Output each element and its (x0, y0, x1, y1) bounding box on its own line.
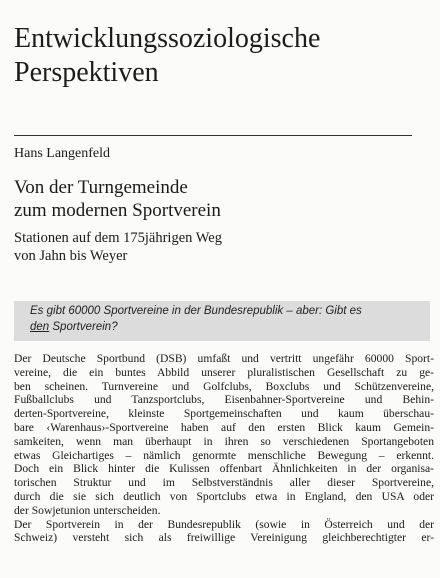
callout-text (30, 303, 425, 335)
body-line: Doch ein Blick hinter die Kulissen offenbart Ähnlichkeiten in der organisa- (14, 462, 434, 476)
author-name: Hans Langenfeld (14, 146, 111, 161)
body-line: ben scheinen. Turnvereine und Golfclubs, Boxclubs und Schützenvereine, (14, 379, 434, 393)
callout-box (14, 301, 430, 341)
body-text (14, 352, 434, 545)
divider (14, 135, 412, 136)
body-line: Der Deutsche Sportbund (DSB) umfaßt und vertritt ungefähr 60000 Sport- (14, 352, 434, 365)
body-line: durch die sie sich deutlich von Sportclubs etwa in England, den USA oder (14, 489, 434, 503)
body-line: Schweiz) versteht sich als freiwillige Vereinigung gleichberechtigter er- (14, 531, 434, 545)
section-title-line: Perspektiven (14, 57, 159, 88)
article-title-line: zum modernen Sportverein (14, 200, 221, 221)
callout-line: Es gibt 60000 Sportvereine in der Bundesrepublik – aber: Gibt es (30, 305, 362, 317)
callout-line: Sportverein? (49, 321, 118, 333)
callout-emphasis: den (30, 321, 50, 333)
section-title (14, 22, 434, 90)
body-line: etwas Gleichartiges – nämlich genormte menschliche Bewegung – erkennt. (14, 448, 434, 462)
article-subtitle (14, 229, 424, 265)
section-title-line: Entwicklungssoziologische (14, 23, 321, 54)
article-title (14, 176, 424, 222)
body-line: vereine, die ein buntes Abbild unserer pluralistischen Gesellschaft zu ge- (14, 365, 434, 379)
body-line: derten-Sportvereine, kleinste Sportgemeinschaften und kaum überschau- (14, 407, 434, 421)
body-line: bare ‹Warenhaus›-Sportvereine haben auf den ersten Blick kaum Gemein- (14, 420, 434, 434)
article-title-line: Von der Turngemeinde (14, 177, 188, 198)
body-line: torischen Struktur und im Selbstverständnis aller dieser Sportvereine, (14, 476, 434, 490)
subtitle-line: von Jahn bis Weyer (14, 248, 128, 264)
body-line: Fußballclubs und Tanzsportclubs, Eisenbahner-Sportvereine und Behin- (14, 393, 434, 407)
body-line: der Sowjetunion unterscheiden. (14, 503, 161, 517)
body-line: samkeiten, wenn man überhaupt in ihren so verschiedenen Sportangeboten (14, 434, 434, 448)
subtitle-line: Stationen auf dem 175jährigen Weg (14, 230, 222, 246)
body-line: Der Sportverein in der Bundesrepublik (sowie in Österreich und der (14, 517, 434, 531)
